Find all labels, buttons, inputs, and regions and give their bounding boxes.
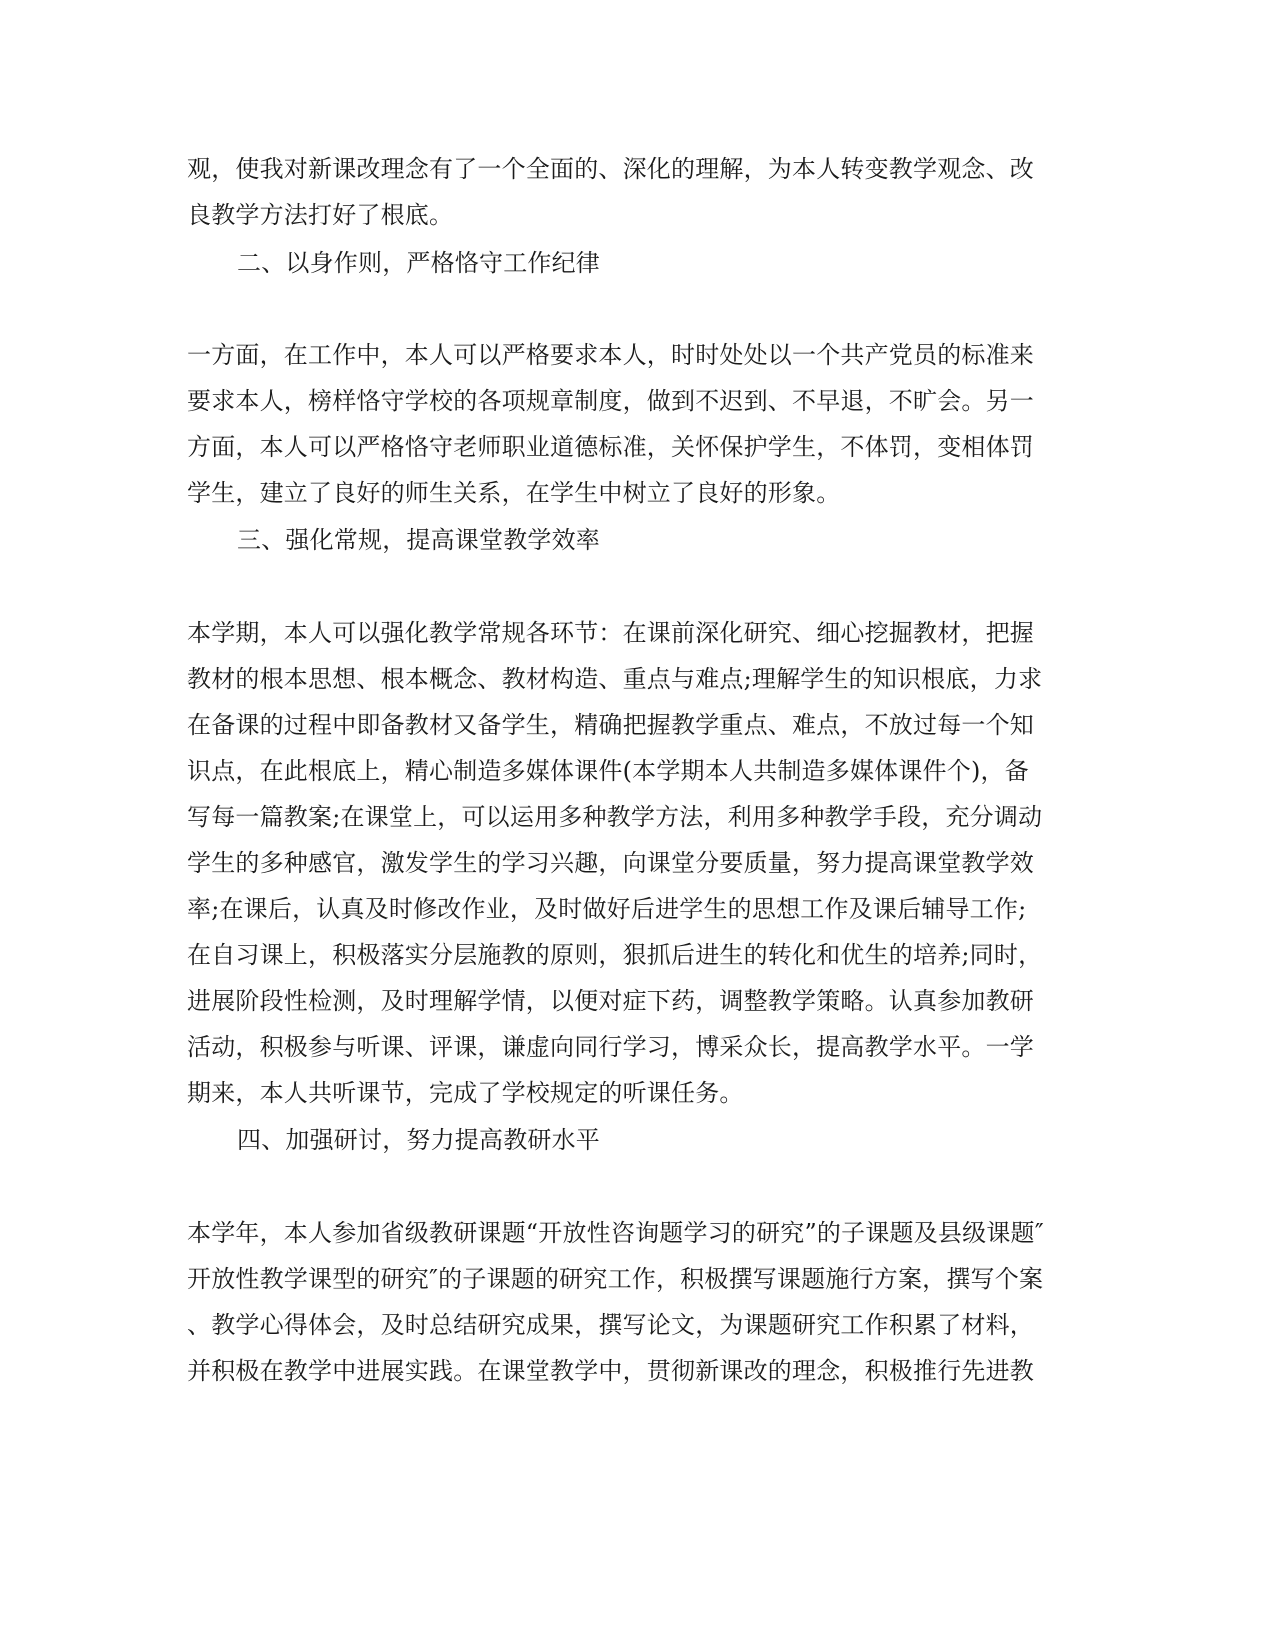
body-text-line: 率;在课后，认真及时修改作业，及时做好后进学生的思想工作及课后辅导工作; [187,895,1027,923]
body-text-line: 一方面，在工作中，本人可以严格要求本人，时时处处以一个共产党员的标准来 [187,341,1034,369]
body-text-line: 方面，本人可以严格恪守老师职业道德标准，关怀保护学生，不体罚，变相体罚 [187,433,1034,461]
body-text-line: 教材的根本思想、根本概念、教材构造、重点与难点;理解学生的知识根底，力求 [187,665,1043,693]
body-text-line: 活动，积极参与听课、评课，谦虚向同行学习，博采众长，提高教学水平。一学 [187,1033,1034,1061]
section-heading-4: 四、加强研讨，努力提高教研水平 [237,1126,600,1154]
body-text-line: 进展阶段性检测，及时理解学情，以便对症下药，调整教学策略。认真参加教研 [187,987,1034,1015]
body-text-line: 并积极在教学中进展实践。在课堂教学中，贯彻新课改的理念，积极推行先进教 [187,1357,1034,1385]
body-text-line: 观，使我对新课改理念有了一个全面的、深化的理解，为本人转变教学观念、改 [187,155,1034,183]
body-text-line: 学生的多种感官，激发学生的学习兴趣，向课堂分要质量，努力提高课堂教学效 [187,849,1034,877]
body-text-line: 写每一篇教案;在课堂上，可以运用多种教学方法，利用多种教学手段，充分调动 [187,803,1043,831]
body-text-line: 、教学心得体会，及时总结研究成果，撰写论文，为课题研究工作积累了材料， [187,1311,1034,1339]
body-text-line: 开放性教学课型的研究″的子课题的研究工作，积极撰写课题施行方案，撰写个案 [187,1265,1044,1293]
body-text-line: 在自习课上，积极落实分层施教的原则，狠抓后进生的转化和优生的培养;同时， [187,941,1043,969]
section-heading-3: 三、强化常规，提高课堂教学效率 [237,526,600,554]
body-text-line: 本学年，本人参加省级教研课题“开放性咨询题学习的研究”的子课题及县级课题″ [187,1219,1044,1247]
body-text-line: 识点，在此根底上，精心制造多媒体课件(本学期本人共制造多媒体课件个)，备 [187,757,1029,785]
body-text-line: 学生，建立了良好的师生关系，在学生中树立了良好的形象。 [187,479,841,507]
body-text-line: 良教学方法打好了根底。 [187,201,454,229]
body-text-line: 期来，本人共听课节，完成了学校规定的听课任务。 [187,1079,744,1107]
body-text-line: 在备课的过程中即备教材又备学生，精确把握教学重点、难点，不放过每一个知 [187,711,1034,739]
body-text-line: 要求本人，榜样恪守学校的各项规章制度，做到不迟到、不早退，不旷会。另一 [187,387,1034,415]
section-heading-2: 二、以身作则，严格恪守工作纪律 [237,249,600,277]
body-text-line: 本学期，本人可以强化教学常规各环节：在课前深化研究、细心挖掘教材，把握 [187,619,1034,647]
